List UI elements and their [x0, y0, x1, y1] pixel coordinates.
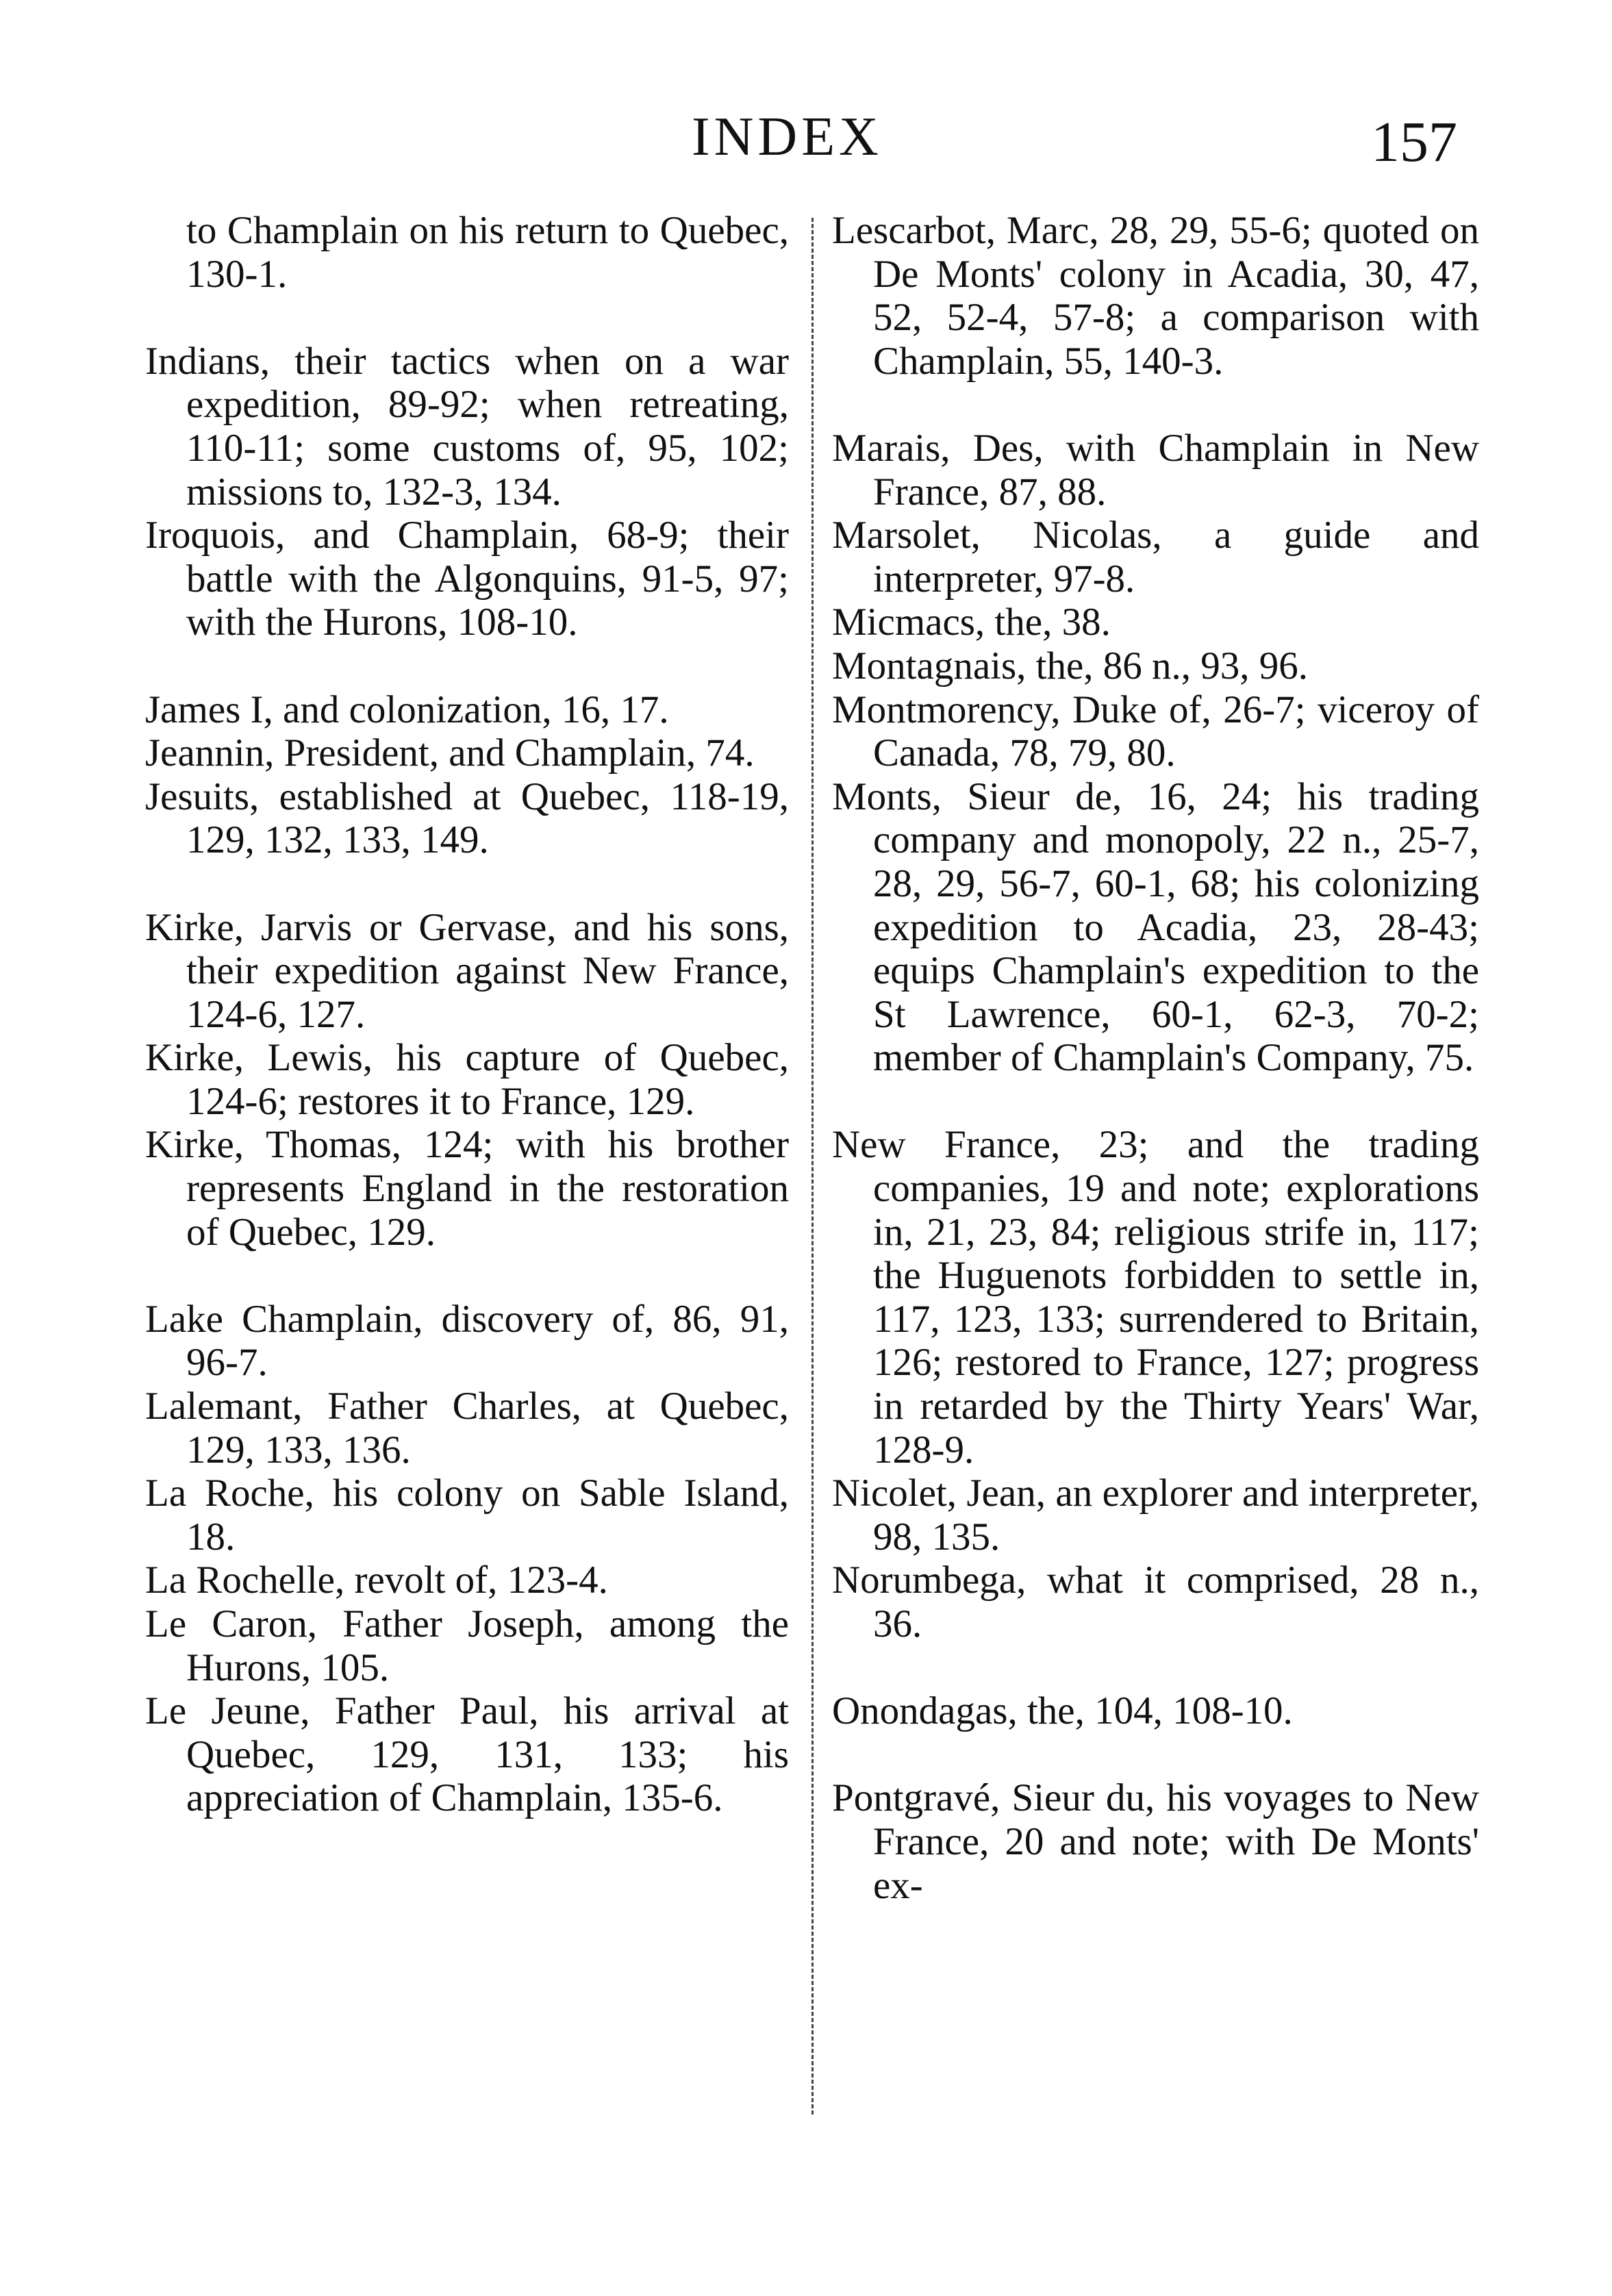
index-entry: New France, 23; and the trading companies, 19 and note; explorations in, 21, 23, 84; religious strife in, 117; the Huguenots forbidden to settle in, 117, 123, 133; surrendered to Britain, 126; restored to France, 127; progress in retarded by the Thirty Years' War, 128-9.	[832, 1123, 1479, 1472]
running-head	[0, 103, 1612, 178]
index-entry: Nicolet, Jean, an explorer and interpreter, 98, 135.	[832, 1472, 1479, 1559]
index-entry: Norumbega, what it comprised, 28 n., 36.	[832, 1559, 1479, 1645]
index-entry: Monts, Sieur de, 16, 24; his trading company and monopoly, 22 n., 25-7, 28, 29, 56-7, 60-1, 68; his colonizing expedition to Acadia, 23, 28-43; equips Champlain's expedition to the St Lawrence, 60-1, 62-3, 70-2; member of Champlain's Company, 75.	[832, 774, 1479, 1080]
index-entry: La Roche, his colony on Sable Island, 18.	[145, 1472, 789, 1559]
index-entry: Jesuits, established at Quebec, 118-19, 129, 132, 133, 149.	[145, 774, 789, 862]
page-title: INDEX	[692, 107, 883, 167]
page-number: 157	[1371, 110, 1457, 174]
index-column-left	[145, 209, 789, 1820]
index-entry: Kirke, Thomas, 124; with his brother represents England in the restoration of Quebec, 129.	[145, 1123, 789, 1254]
index-entry: to Champlain on his return to Quebec, 130-1.	[186, 209, 789, 296]
index-entry: Onondagas, the, 104, 108-10.	[832, 1689, 1293, 1733]
index-entry: Lescarbot, Marc, 28, 29, 55-6; quoted on De Monts' colony in Acadia, 30, 47, 52, 52-4, 57-8; a comparison with Champlain, 55, 140-3.	[832, 209, 1479, 383]
index-entry: Iroquois, and Champlain, 68-9; their battle with the Algonquins, 91-5, 97; with the Hurons, 108-10.	[145, 514, 789, 644]
index-entry: Lake Champlain, discovery of, 86, 91, 96-7.	[145, 1297, 789, 1385]
index-entry: La Rochelle, revolt of, 123-4.	[145, 1559, 608, 1602]
index-entry: Jeannin, President, and Champlain, 74.	[145, 731, 755, 775]
index-entry: Pontgravé, Sieur du, his voyages to New France, 20 and note; with De Monts' ex-	[832, 1776, 1479, 1907]
index-entry: Le Caron, Father Joseph, among the Hurons, 105.	[145, 1602, 789, 1689]
index-column-right	[832, 209, 1479, 1907]
column-divider	[811, 218, 814, 2115]
index-entry: Marais, Des, with Champlain in New France, 87, 88.	[832, 426, 1479, 514]
index-entry: Micmacs, the, 38.	[832, 601, 1111, 644]
index-entry: Marsolet, Nicolas, a guide and interpreter, 97-8.	[832, 514, 1479, 601]
index-entry: Montmorency, Duke of, 26-7; viceroy of Canada, 78, 79, 80.	[832, 687, 1479, 775]
index-entry: Le Jeune, Father Paul, his arrival at Quebec, 129, 131, 133; his appreciation of Champlain, 135-6.	[145, 1689, 789, 1820]
index-entry: James I, and colonization, 16, 17.	[145, 687, 669, 731]
index-entry: Kirke, Jarvis or Gervase, and his sons, their expedition against New France, 124-6, 127.	[145, 905, 789, 1036]
index-entry: Montagnais, the, 86 n., 93, 96.	[832, 644, 1309, 687]
index-entry: Lalemant, Father Charles, at Quebec, 129, 133, 136.	[145, 1385, 789, 1472]
index-entry: Indians, their tactics when on a war expedition, 89-92; when retreating, 110-11; some customs of, 95, 102; missions to, 132-3, 134.	[145, 339, 789, 514]
index-entry: Kirke, Lewis, his capture of Quebec, 124-6; restores it to France, 129.	[145, 1036, 789, 1123]
